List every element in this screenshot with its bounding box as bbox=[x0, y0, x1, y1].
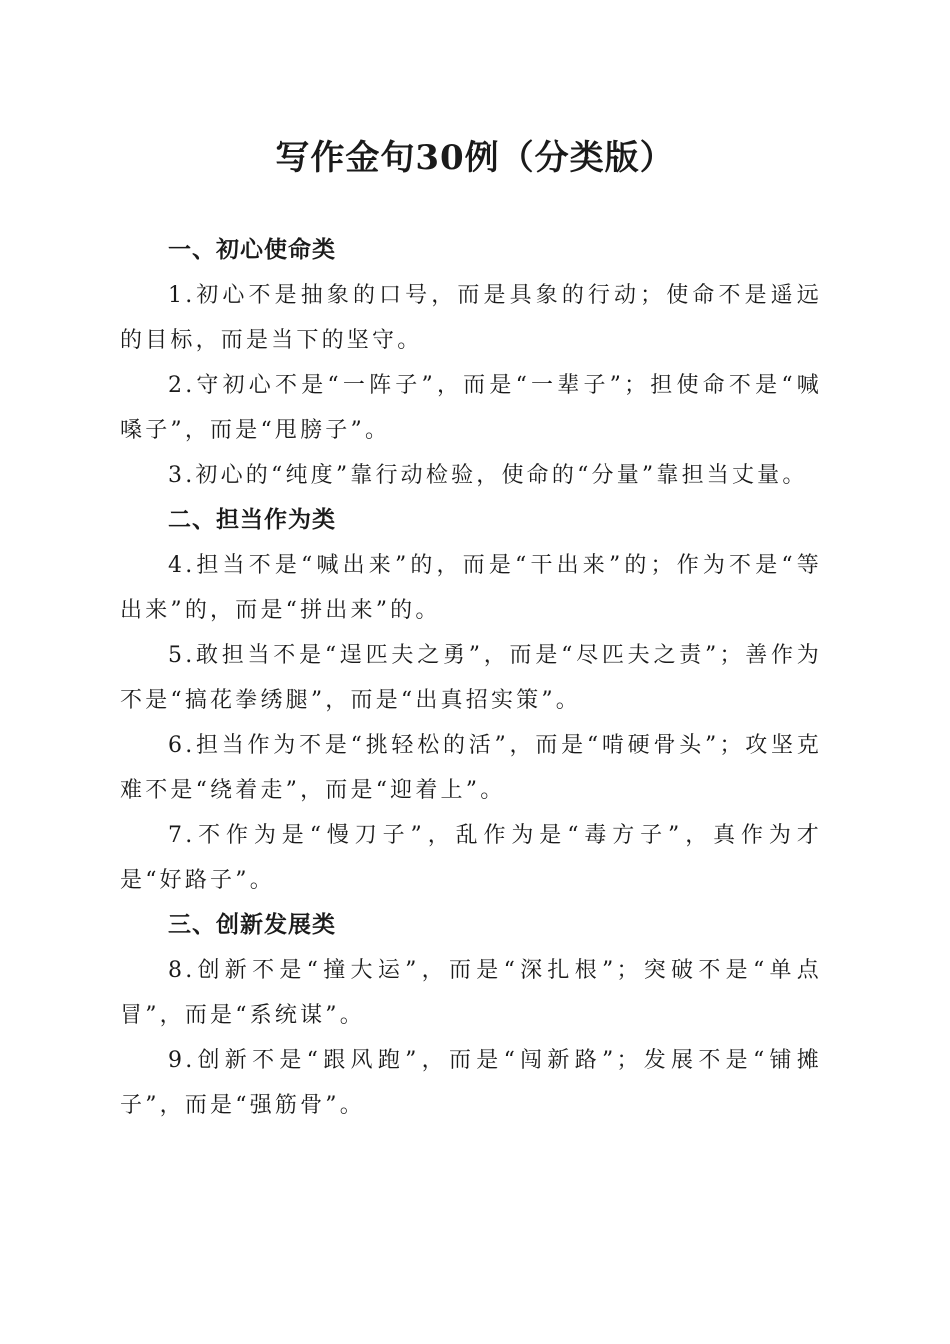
list-item: 3.初心的“纯度”靠行动检验，使命的“分量”靠担当丈量。 bbox=[168, 463, 808, 488]
list-item: 6.担当作为不是“挑轻松的活”，而是“啃硬骨头”；攻坚克难不是“绕着走”，而是“迎着上”。 bbox=[120, 733, 822, 803]
list-item: 4.担当不是“喊出来”的，而是“干出来”的；作为不是“等出来”的，而是“拼出来”的。 bbox=[120, 553, 822, 623]
list-item: 5.敢担当不是“逞匹夫之勇”，而是“尽匹夫之责”；善作为不是“搞花拳绣腿”，而是“出真招实策”。 bbox=[120, 643, 822, 713]
document-title: 写作金句30例（分类版） bbox=[275, 138, 675, 178]
list-item: 9.创新不是“跟风跑”，而是“闯新路”；发展不是“铺摊子”，而是“强筋骨”。 bbox=[120, 1048, 822, 1118]
section-heading: 一、初心使命类 bbox=[168, 237, 336, 263]
list-item: 1.初心不是抽象的口号，而是具象的行动；使命不是遥远的目标，而是当下的坚守。 bbox=[120, 283, 822, 353]
section-responsibility bbox=[120, 498, 822, 903]
document-body bbox=[120, 228, 822, 1128]
list-item: 7.不作为是“慢刀子”，乱作为是“毒方子”，真作为才是“好路子”。 bbox=[120, 823, 822, 893]
list-item: 8.创新不是“撞大运”，而是“深扎根”；突破不是“单点冒”，而是“系统谋”。 bbox=[120, 958, 822, 1028]
list-item: 2.守初心不是“一阵子”，而是“一辈子”；担使命不是“喊嗓子”，而是“甩膀子”。 bbox=[120, 373, 822, 443]
section-mission bbox=[120, 228, 822, 498]
section-heading: 二、担当作为类 bbox=[168, 507, 336, 533]
section-innovation bbox=[120, 903, 822, 1128]
section-heading: 三、创新发展类 bbox=[168, 912, 336, 938]
